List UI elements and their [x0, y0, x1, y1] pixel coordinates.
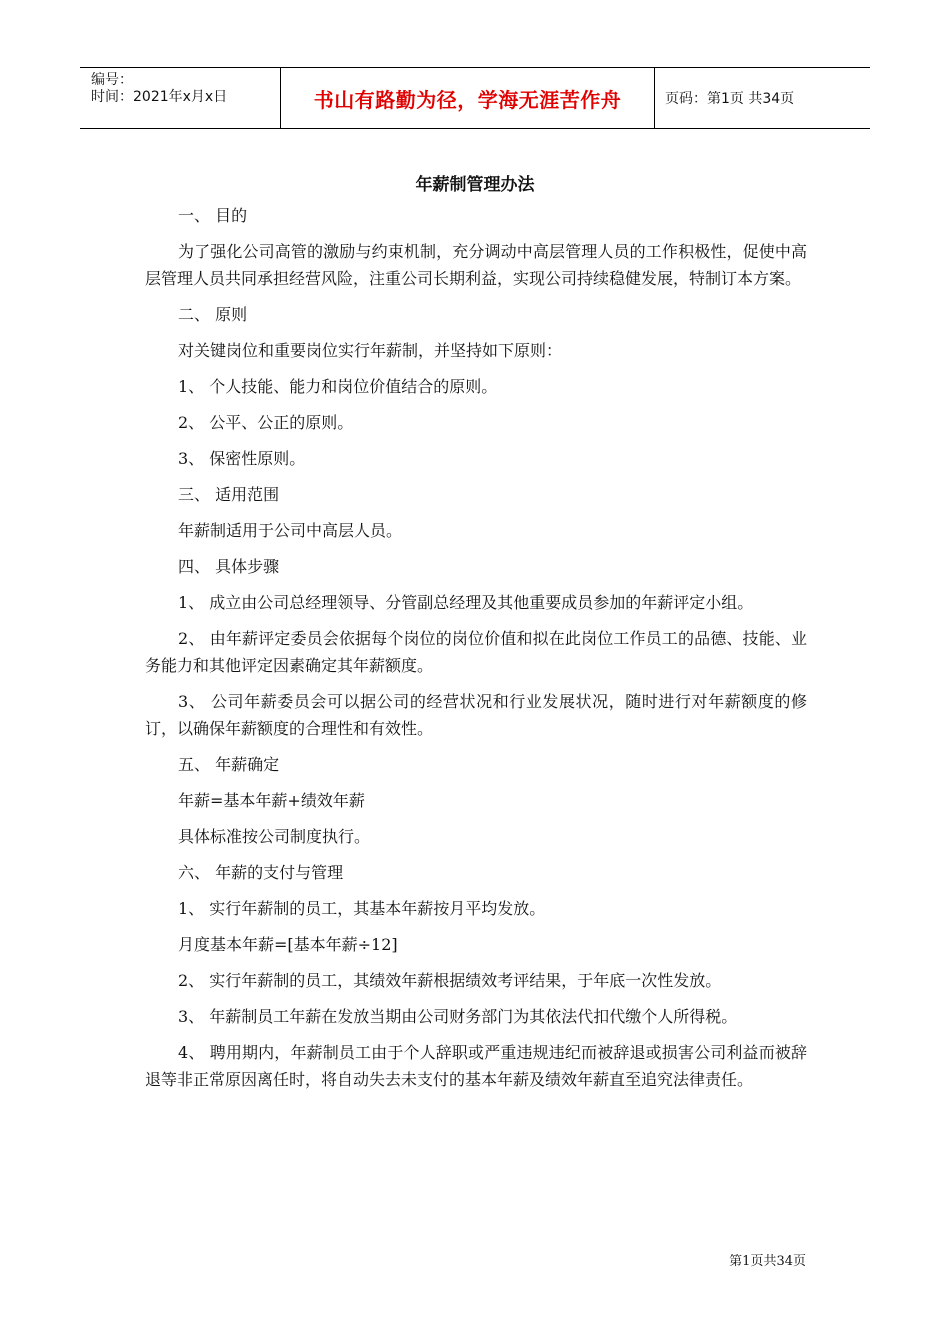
header-meta: [80, 68, 281, 128]
list-item: 2、 公平、公正的原则。: [178, 413, 354, 432]
document-body: [145, 202, 807, 1102]
list-item: 1、 成立由公司总经理领导、分管副总经理及其他重要成员参加的年薪评定小组。: [178, 593, 754, 612]
paragraph: 年薪制适用于公司中高层人员。: [178, 521, 403, 540]
list-item: 2、 由年薪评定委员会依据每个岗位的岗位价值和拟在此岗位工作员工的品德、技能、业务能力和其他评定因素确定其年薪额度。: [145, 629, 807, 675]
formula: 月度基本年薪=[基本年薪÷12]: [178, 935, 398, 954]
list-item: 4、 聘用期内，年薪制员工由于个人辞职或严重违规违纪而被辞退或损害公司利益而被辞退等非正常原因离任时，将自动失去未支付的基本年薪及绩效年薪直至追究法律责任。: [145, 1043, 807, 1089]
list-item: 2、 实行年薪制的员工，其绩效年薪根据绩效考评结果，于年底一次性发放。: [178, 971, 722, 990]
list-item: 3、 保密性原则。: [178, 449, 306, 468]
paragraph: 为了强化公司高管的激励与约束机制，充分调动中高层管理人员的工作积极性，促使中高层管理人员共同承担经营风险，注重公司长期利益，实现公司持续稳健发展，特制订本方案。: [145, 242, 807, 288]
document-time-label: 时间：2021年x月x日: [91, 89, 228, 105]
header-motto: 书山有路勤为径，学海无涯苦作舟: [281, 68, 655, 128]
document-number-label: 编号：: [91, 72, 133, 88]
document-title: 年薪制管理办法: [415, 175, 535, 195]
section-heading-2: 二、 原则: [178, 305, 248, 324]
list-item: 1、 实行年薪制的员工，其基本年薪按月平均发放。: [178, 899, 546, 918]
list-item: 3、 公司年薪委员会可以据公司的经营状况和行业发展状况，随时进行对年薪额度的修订，以确保年薪额度的合理性和有效性。: [145, 692, 807, 738]
section-heading-3: 三、 适用范围: [178, 485, 280, 504]
section-heading-5: 五、 年薪确定: [178, 755, 280, 774]
section-heading-6: 六、 年薪的支付与管理: [178, 863, 344, 882]
page-header: [80, 67, 870, 129]
paragraph: 具体标准按公司制度执行。: [178, 827, 371, 846]
section-heading-1: 一、 目的: [178, 206, 248, 225]
list-item: 1、 个人技能、能力和岗位价值结合的原则。: [178, 377, 498, 396]
header-page-number: 页码：第1页 共34页: [665, 91, 795, 107]
formula: 年薪=基本年薪+绩效年薪: [178, 791, 365, 810]
paragraph: 对关键岗位和重要岗位实行年薪制，并坚持如下原则：: [178, 341, 563, 360]
page-footer: 第1页共34页: [729, 1254, 806, 1269]
section-heading-4: 四、 具体步骤: [178, 557, 280, 576]
list-item: 3、 年薪制员工年薪在发放当期由公司财务部门为其依法代扣代缴个人所得税。: [178, 1007, 738, 1026]
